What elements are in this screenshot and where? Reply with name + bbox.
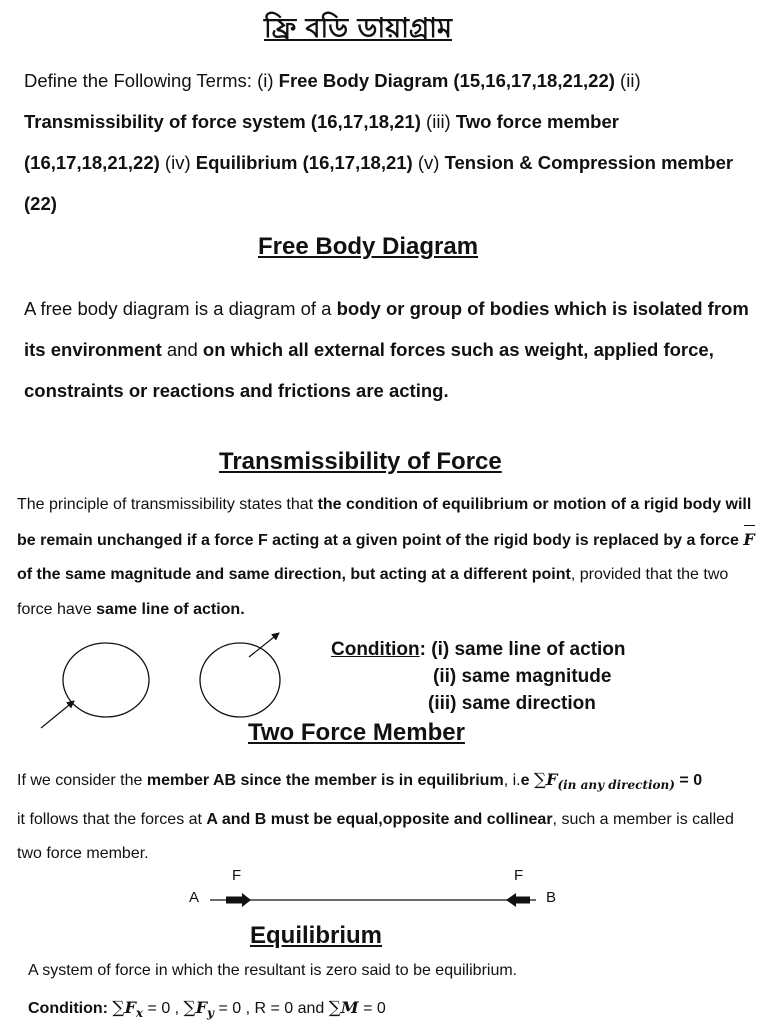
definition-term: Free Body Diagram (15,16,17,18,21,22) — [278, 70, 615, 91]
definition-term: Transmissibility of force system (16,17,18,21) — [24, 111, 421, 132]
two-force-text: , such a member is called two force member. — [17, 810, 734, 863]
force-f-bar-symbol: F — [743, 523, 754, 558]
condition-item: (ii) same magnitude — [433, 666, 612, 687]
force-arrow-a — [226, 893, 251, 907]
two-force-text: If we consider the — [17, 772, 147, 789]
transmissibility-text: , provided that the two force have — [17, 566, 729, 618]
condition-item: (iii) same direction — [428, 693, 596, 714]
two-force-bold-text: e — [520, 772, 530, 789]
fbd-definition — [24, 288, 754, 411]
definition-mark: (i) — [257, 70, 279, 91]
force-f-label-right: F — [514, 867, 524, 884]
two-force-bold-text: member AB since the member is in equilibrium — [146, 772, 504, 789]
sum-symbol: ∑ — [328, 998, 341, 1018]
two-force-definition — [17, 763, 757, 872]
moment-symbol: M — [340, 998, 359, 1017]
equation-text: = 0 , — [143, 1000, 184, 1017]
force-subscript: y — [207, 1006, 215, 1021]
fbd-bold-text: on which all external forces such as weight, applied force, constraints or reactions and frictions are acting. — [24, 339, 714, 401]
definition-mark: (ii) — [614, 70, 641, 91]
definition-term: Equilibrium (16,17,18,21) — [195, 152, 413, 173]
transmissibility-definition — [17, 488, 757, 627]
equilibrium-definition: A system of force in which the resultant is zero said to be equilibrium. — [28, 962, 518, 979]
definition-mark: (iv) — [159, 152, 196, 173]
force-arrow-b — [506, 893, 530, 907]
equilibrium-heading: Equilibrium — [250, 922, 382, 949]
definition-term: Tension & Compression member (22) — [24, 152, 734, 214]
sum-symbol: ∑ — [112, 998, 125, 1018]
sum-symbol: ∑ — [533, 770, 547, 790]
two-force-text: it follows that the forces at — [17, 810, 207, 828]
condition-colon: : — [419, 639, 426, 660]
two-force-text: , i. — [503, 772, 521, 789]
transmissibility-text: The principle of transmissibility states that — [17, 496, 318, 513]
force-arrow-left — [41, 701, 74, 728]
force-symbol: F — [124, 998, 136, 1017]
condition-label: Condition — [331, 639, 420, 660]
force-f-label-left: F — [232, 867, 242, 884]
equation-text: = 0 — [358, 1000, 386, 1017]
page-title-bengali: ফ্রি বডি ডায়াগ্রাম — [264, 13, 452, 44]
transmissibility-heading: Transmissibility of Force — [219, 448, 502, 475]
rigid-body-left — [63, 643, 149, 717]
two-force-heading: Two Force Member — [248, 719, 465, 746]
fbd-text: A free body diagram is a diagram of a — [24, 298, 337, 319]
definition-mark: (v) — [412, 152, 445, 173]
force-symbol: F — [195, 998, 208, 1017]
definitions-intro: Define the Following Terms: — [24, 70, 258, 91]
rigid-body-right — [200, 643, 280, 717]
fbd-bold-text: body or group of bodies which is isolated from its environment — [24, 298, 749, 360]
condition-line-1 — [331, 636, 626, 663]
equation-text: = 0 , R = 0 and — [214, 1000, 329, 1017]
transmissibility-bold-text: the condition of equilibrium or motion of a rigid body will be remain unchanged if a force F acting at a given point of the rigid body is replaced by a force — [17, 496, 752, 549]
condition-label: Condition: — [28, 1000, 108, 1017]
transmissibility-bold-text: of the same magnitude and same direction, but acting at a different point — [17, 566, 571, 583]
two-force-bold-text: A and B must be equal,opposite and collinear — [206, 810, 553, 828]
equals-zero: = 0 — [674, 772, 703, 789]
transmissibility-bold-text: same line of action. — [96, 600, 245, 618]
force-symbol: F — [546, 770, 558, 789]
point-a-label: A — [189, 889, 200, 906]
definition-term: Two force member (16,17,18,21,22) — [24, 111, 619, 173]
force-subscript: (in any direction) — [557, 778, 675, 793]
equilibrium-condition — [28, 998, 386, 1020]
definitions-list — [24, 60, 739, 224]
fbd-heading: Free Body Diagram — [258, 233, 479, 260]
condition-item: (i) same line of action — [431, 639, 626, 660]
definition-mark: (iii) — [420, 111, 456, 132]
force-subscript: x — [135, 1006, 144, 1021]
point-b-label: B — [546, 889, 557, 906]
two-force-member-diagram — [200, 880, 550, 920]
fbd-text: and — [161, 339, 203, 360]
sum-symbol: ∑ — [183, 998, 196, 1018]
